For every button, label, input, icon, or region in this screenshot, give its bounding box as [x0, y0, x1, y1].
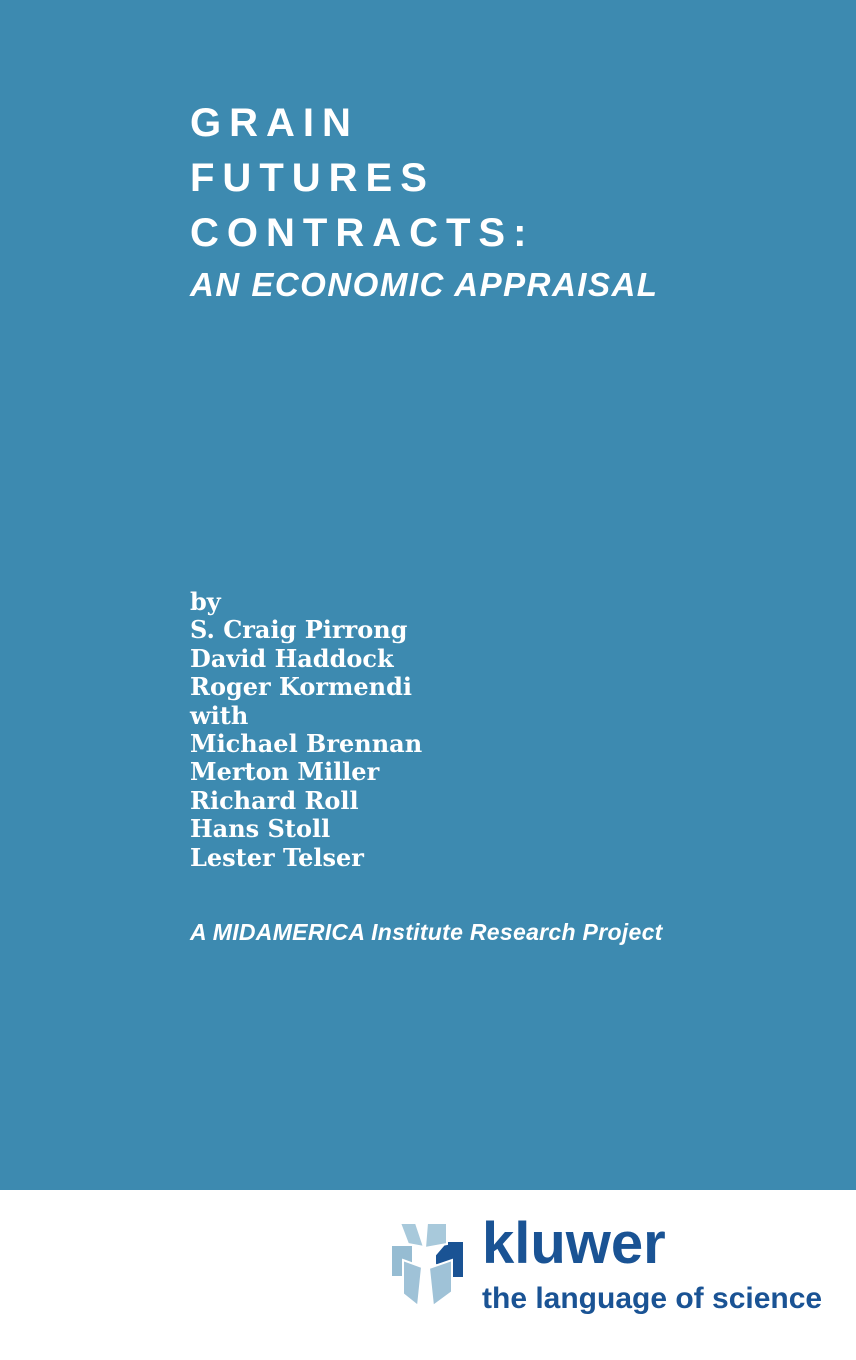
- title-line-2: FUTURES: [190, 156, 435, 200]
- title-block: [190, 96, 658, 305]
- author-name: David Haddock: [190, 643, 394, 673]
- contributor-name: Michael Brennan: [190, 729, 423, 759]
- publisher-name: kluwer: [482, 1211, 666, 1276]
- publisher-tagline: the language of science: [482, 1282, 823, 1315]
- author-name: S. Craig Pirrong: [190, 615, 408, 645]
- kluwer-book-flower-icon: [390, 1222, 464, 1332]
- contributor-name: Hans Stoll: [190, 814, 331, 844]
- authors-block: [190, 588, 422, 872]
- title-line-1: GRAIN: [190, 101, 359, 145]
- contributor-name: Merton Miller: [190, 757, 380, 787]
- contributor-name: Richard Roll: [190, 785, 359, 815]
- contributor-name: Lester Telser: [190, 842, 364, 872]
- byline-intro: by: [190, 587, 221, 616]
- publisher-band: [0, 1190, 856, 1360]
- project-note: A MIDAMERICA Institute Research Project: [190, 919, 663, 945]
- author-name: Roger Kormendi: [190, 672, 412, 702]
- title-line-3: CONTRACTS:: [190, 211, 535, 255]
- with-label: with: [190, 700, 249, 730]
- subtitle: AN ECONOMIC APPRAISAL: [190, 266, 659, 303]
